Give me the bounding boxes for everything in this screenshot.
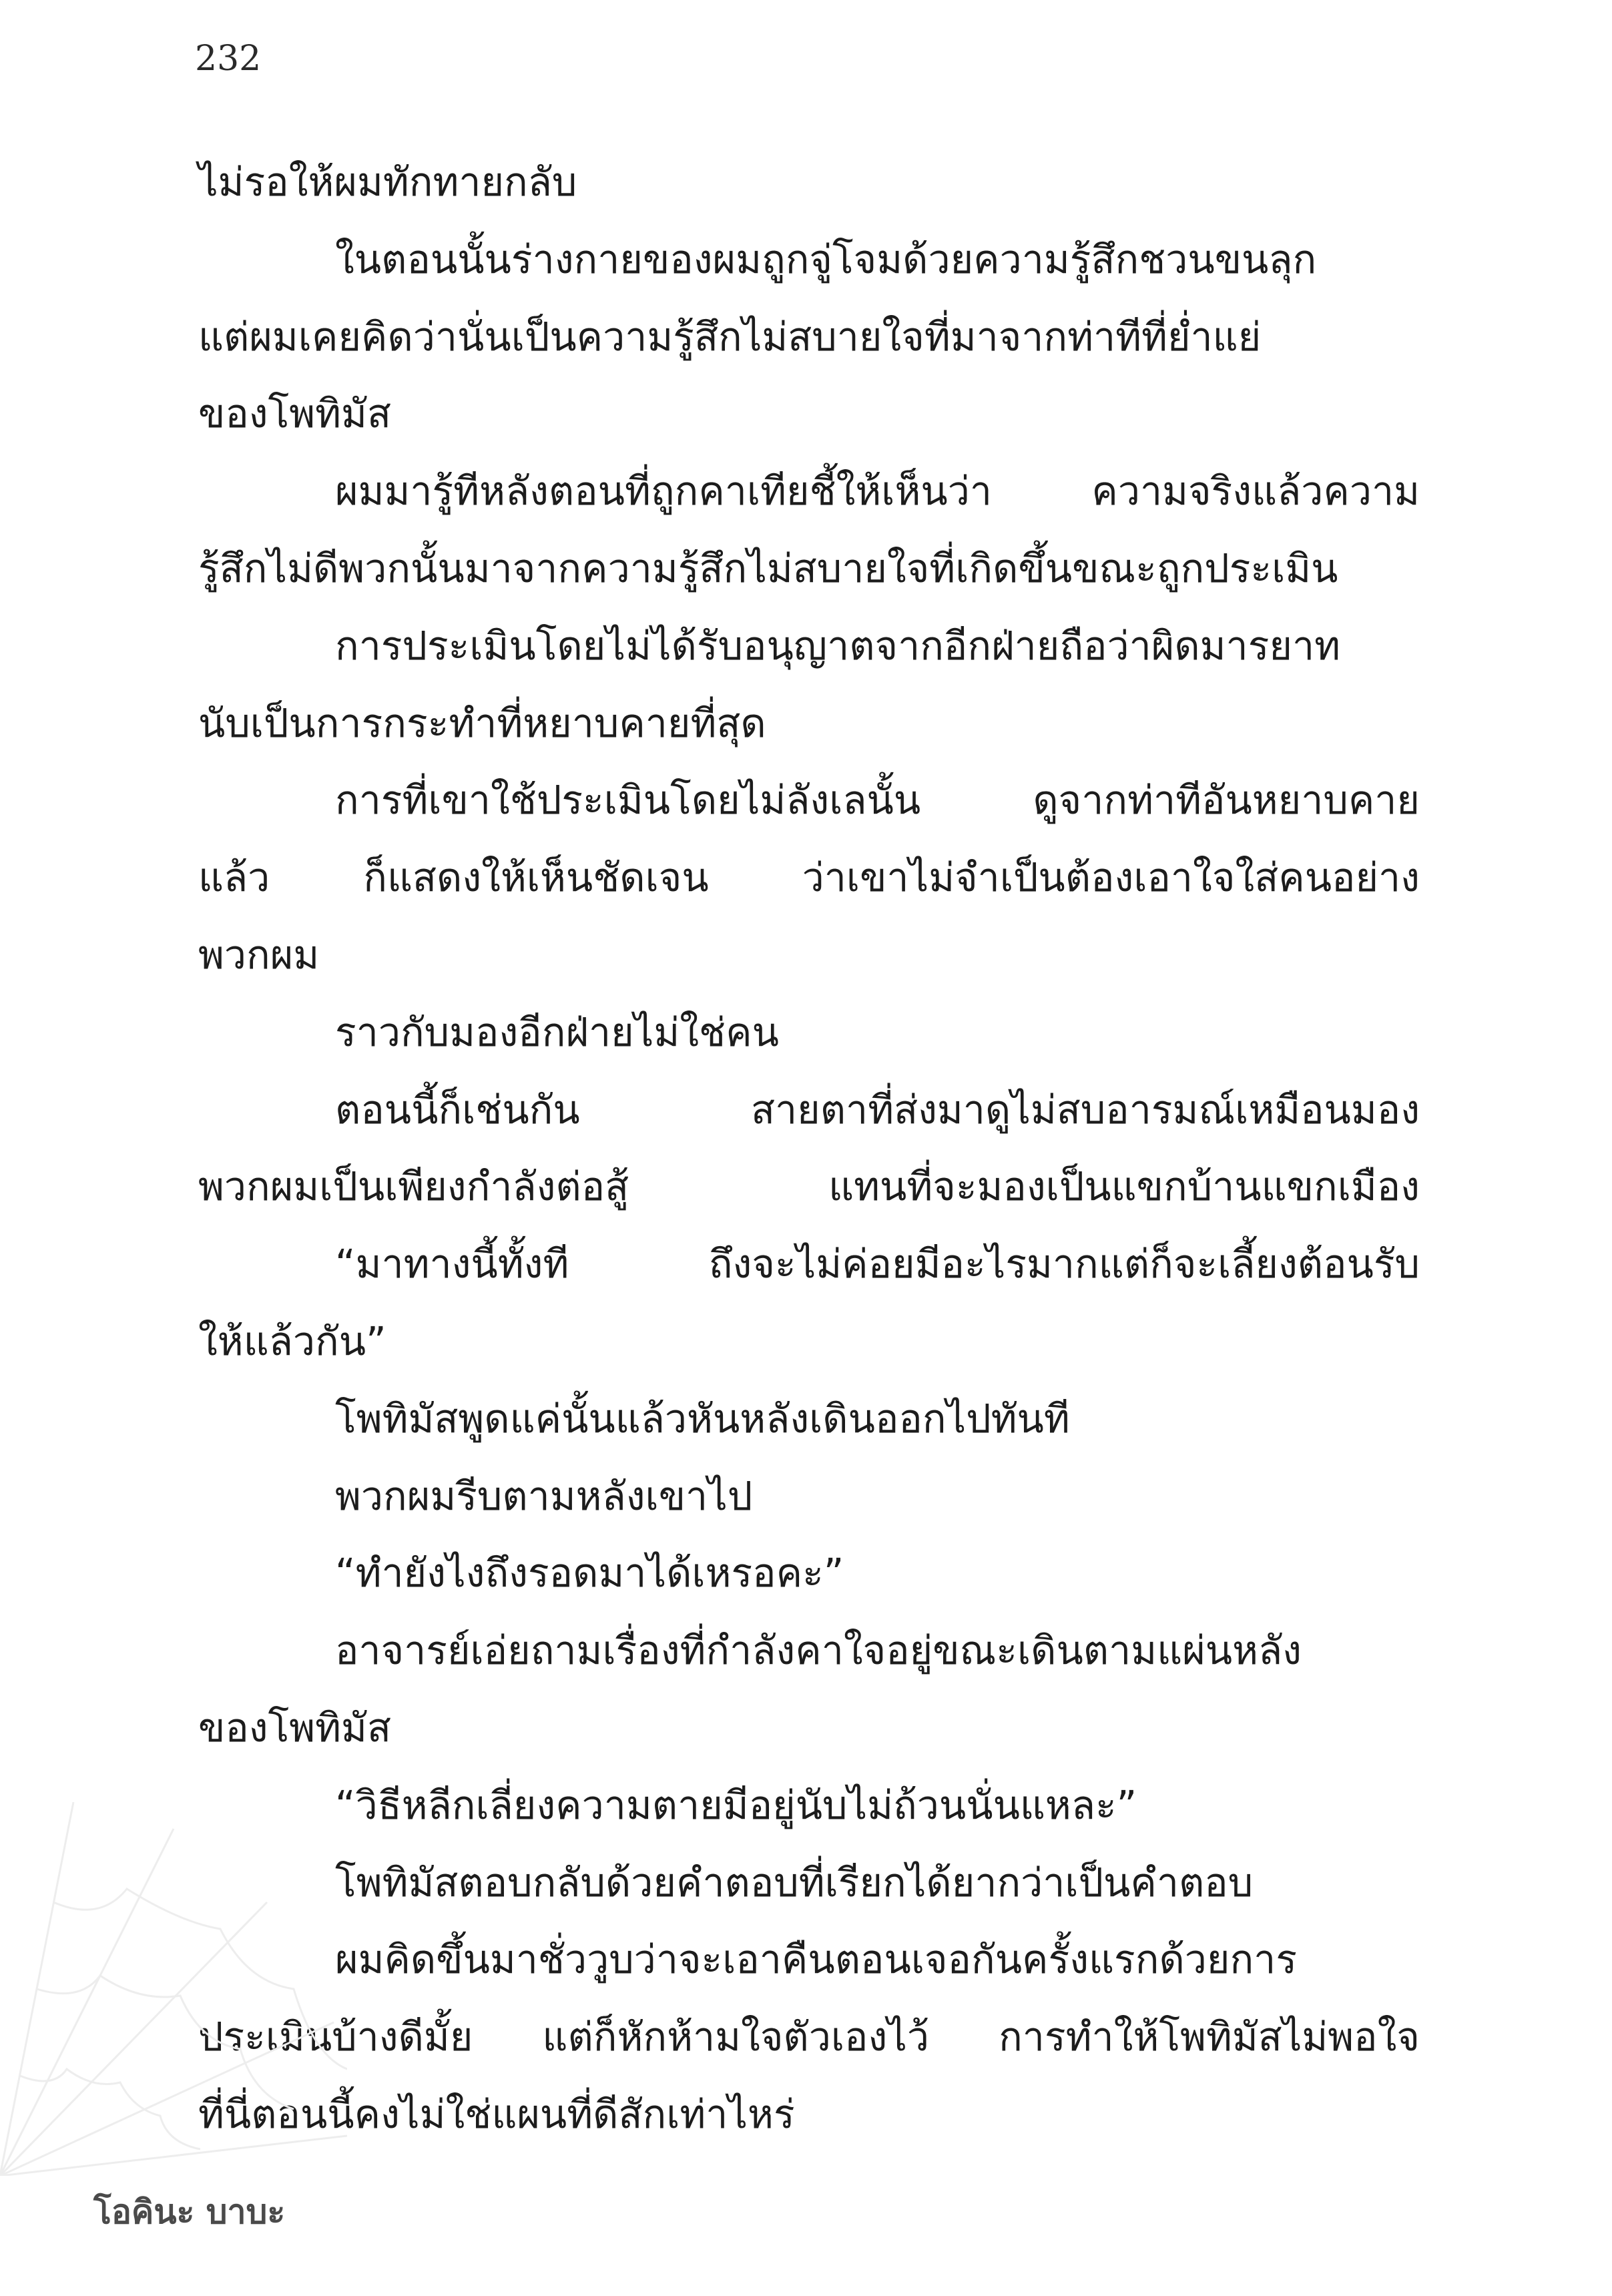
text-line: อาจารย์เอ่ยถามเรื่องที่กำลังคาใจอยู่ขณะเดินตามแผ่นหลัง <box>335 1627 1302 1674</box>
page-number: 232 <box>195 39 262 79</box>
footer-author: โอคินะ บาบะ <box>93 2193 286 2231</box>
text-line: “มาทางนี้ทั้งที ถึงจะไม่ค่อยมีอะไรมากแต่ก็จะเลี้ยงต้อนรับ <box>335 1241 1420 1287</box>
text-line: แล้ว ก็แสดงให้เห็นชัดเจน ว่าเขาไม่จำเป็นต้องเอาใจใส่คนอย่าง <box>198 854 1420 901</box>
body-text <box>198 144 1420 2153</box>
text-line: การประเมินโดยไม่ได้รับอนุญาตจากอีกฝ่ายถือว่าผิดมารยาท <box>335 622 1340 669</box>
text-line: ไม่รอให้ผมทักทายกลับ <box>198 159 577 205</box>
text-line: พวกผมรีบตามหลังเขาไป <box>335 1472 753 1519</box>
text-line: ราวกับมองอีกฝ่ายไม่ใช่คน <box>335 1009 779 1055</box>
text-line: ผมมารู้ทีหลังตอนที่ถูกคาเทียชี้ให้เห็นว่า ความจริงแล้วความ <box>335 468 1420 515</box>
text-line: แต่ผมเคยคิดว่านั่นเป็นความรู้สึกไม่สบายใจที่มาจากท่าทีที่ย่ำแย่ <box>198 313 1262 360</box>
text-line: พวกผมเป็นเพียงกำลังต่อสู้ แทนที่จะมองเป็นแขกบ้านแขกเมือง <box>198 1163 1420 1210</box>
text-line: ให้แล้วกัน” <box>198 1318 386 1364</box>
text-line: โพทิมัสพูดแค่นั้นแล้วหันหลังเดินออกไปทันที <box>335 1395 1070 1442</box>
text-line: นับเป็นการกระทำที่หยาบคายที่สุด <box>198 699 766 746</box>
text-line: รู้สึกไม่ดีพวกนั้นมาจากความรู้สึกไม่สบายใจที่เกิดขึ้นขณะถูกประเมิน <box>198 545 1338 591</box>
spider-web-decoration <box>0 1802 347 2176</box>
text-line: โพทิมัสตอบกลับด้วยคำตอบที่เรียกได้ยากว่าเป็นคำตอบ <box>335 1859 1254 1906</box>
text-line: การที่เขาใช้ประเมินโดยไม่ลังเลนั้น ดูจากท่าทีอันหยาบคาย <box>335 777 1420 824</box>
text-line: ของโพทิมัส <box>198 390 391 437</box>
text-line: พวกผม <box>198 931 320 978</box>
text-line: “วิธีหลีกเลี่ยงความตายมีอยู่นับไม่ถ้วนนั่นแหละ” <box>335 1781 1137 1828</box>
text-line: ที่นี่ตอนนี้คงไม่ใช่แผนที่ดีสักเท่าไหร่ <box>198 2090 795 2137</box>
text-line: ผมคิดขึ้นมาชั่ววูบว่าจะเอาคืนตอนเจอกันครั้งแรกด้วยการ <box>335 1936 1298 1983</box>
text-line: ของโพทิมัส <box>198 1704 391 1751</box>
text-line: ประเมินบ้างดีมั้ย แต่ก็หักห้ามใจตัวเองไว้ การทำให้โพทิมัสไม่พอใจ <box>198 2014 1420 2060</box>
text-line: ในตอนนั้นร่างกายของผมถูกจู่โจมด้วยความรู้สึกชวนขนลุก <box>335 236 1317 282</box>
text-line: “ทำยังไงถึงรอดมาได้เหรอคะ” <box>335 1550 844 1597</box>
text-line: ตอนนี้ก็เช่นกัน สายตาที่ส่งมาดูไม่สบอารมณ์เหมือนมอง <box>335 1086 1420 1133</box>
